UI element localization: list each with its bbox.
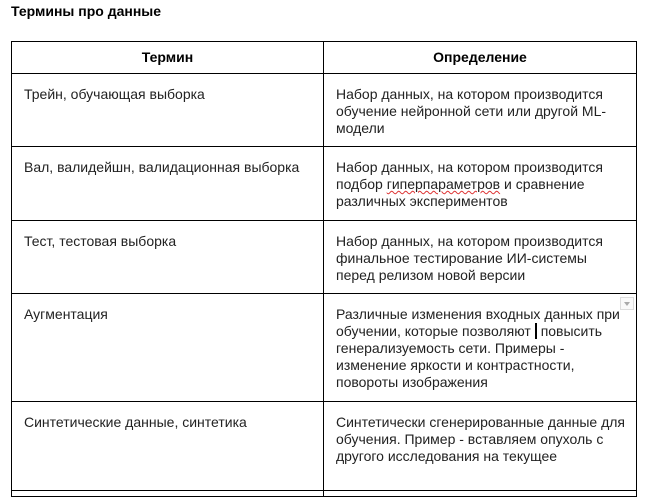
definition-cell[interactable] [324, 294, 637, 402]
definition-cell[interactable]: Набор данных, на котором производится финальное тестирование ИИ-системы перед релизом новой версии [324, 221, 637, 294]
term-cell[interactable]: Тест, тестовая выборка [12, 221, 324, 294]
cell-dropdown-icon[interactable] [620, 297, 634, 310]
definition-cell[interactable]: Синтетически сгенерированные данные для обучения. Пример - вставляем опухоль с другого исследования на текущее [324, 402, 637, 491]
term-cell[interactable]: Вал, валидейшн, валидационная выборка [12, 147, 324, 221]
table-row [12, 491, 637, 497]
term-cell[interactable]: Трейн, обучающая выборка [12, 74, 324, 147]
table-row [12, 147, 637, 221]
table-row [12, 402, 637, 491]
definition-text: и сравнение различных экспериментов [336, 176, 585, 209]
definition-text: повысить генерализуемость сети. Примеры - изменение яркости и контрастности, повороты изображения [336, 323, 603, 390]
misspelled-word[interactable]: гиперпараметров [386, 176, 501, 192]
document-heading: Термины про данные [11, 3, 162, 19]
term-cell[interactable]: Аугментация [12, 294, 324, 402]
definition-cell[interactable]: Набор данных, на котором производится обучение нейронной сети или другой ML-модели [324, 74, 637, 147]
text-cursor [535, 323, 537, 339]
term-cell[interactable] [12, 491, 324, 497]
table-row [12, 74, 637, 147]
definition-cell[interactable] [324, 147, 637, 221]
definition-text: Различные изменения входных данных при обучении, которые позволяют [336, 306, 620, 339]
table-header-row [12, 42, 637, 74]
header-term: Термин [12, 42, 324, 74]
terms-table [11, 41, 637, 497]
term-cell[interactable]: Синтетические данные, синтетика [12, 402, 324, 491]
table-row [12, 221, 637, 294]
definition-text: Набор данных, на котором производится подбор [336, 159, 603, 192]
header-definition: Определение [324, 42, 637, 74]
definition-cell[interactable] [324, 491, 637, 497]
table-row [12, 294, 637, 402]
